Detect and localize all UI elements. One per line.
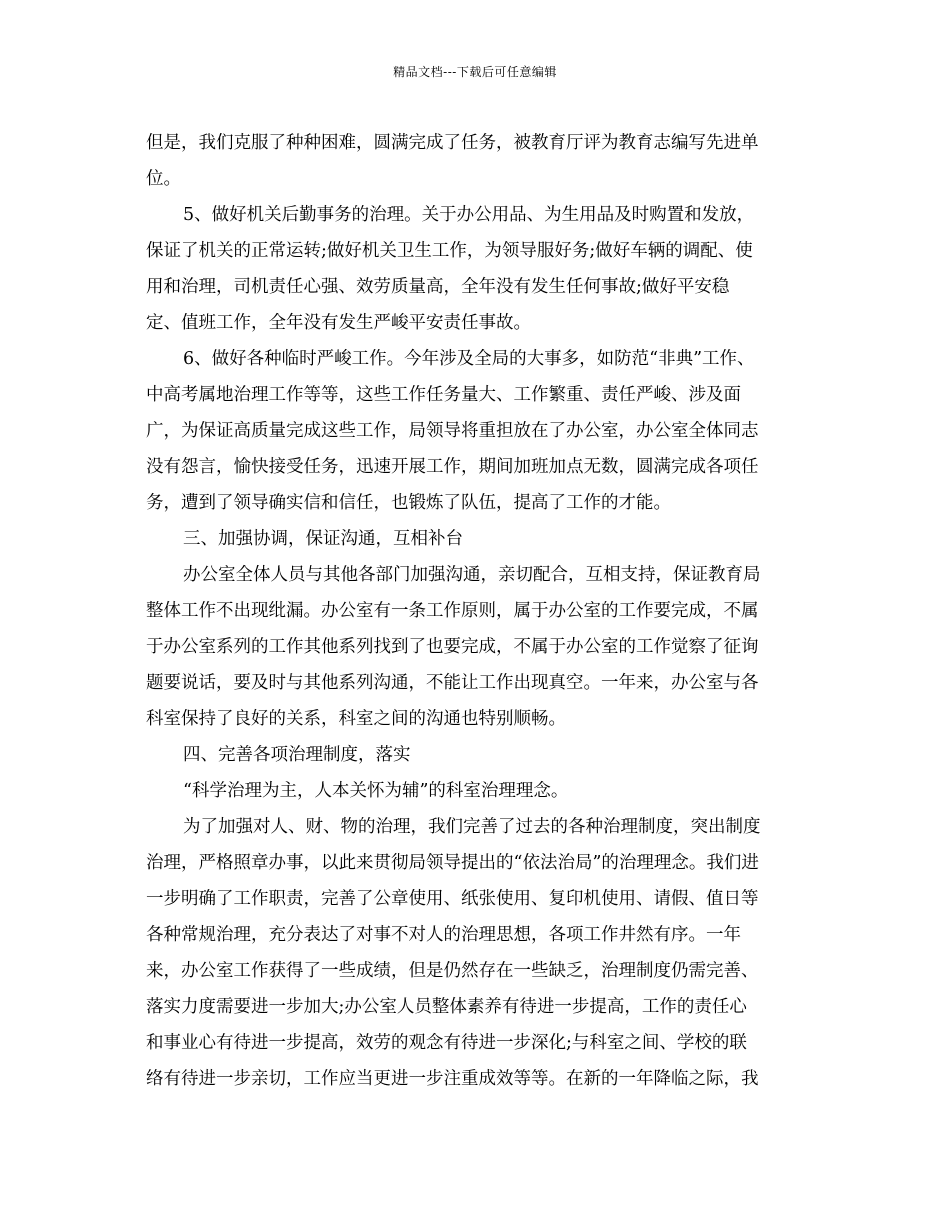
section-heading: 三、加强协调，保证沟通，互相补台 — [183, 529, 463, 549]
page-header: 精品文档---下载后可任意编辑 — [393, 65, 557, 79]
paragraph-line: 没有怨言，愉快接受任务，迅速开展工作，期间加班加点无数，圆满完成各项任 — [146, 457, 759, 477]
paragraph-line: 整体工作不出现纰漏。办公室有一条工作原则，属于办公室的工作要完成，不属 — [146, 601, 759, 621]
paragraph-line: 来，办公室工作获得了一些成绩，但是仍然存在一些缺乏，治理制度仍需完善、 — [146, 961, 759, 981]
paragraph-line: 务，遭到了领导确实信和信任，也锻炼了队伍，提高了工作的才能。 — [146, 493, 671, 513]
section-heading-continuation: “科学治理为主，人本关怀为辅”的科室治理理念。 — [183, 781, 569, 801]
section-heading: 四、完善各项治理制度，落实 — [183, 745, 411, 765]
paragraph-line: 定、值班工作，全年没有发生严峻平安责任事故。 — [146, 313, 531, 333]
paragraph-line: 6、做好各种临时严峻工作。今年涉及全局的大事多，如防范“非典”工作、 — [183, 349, 755, 369]
paragraph-line: 于办公室系列的工作其他系列找到了也要完成，不属于办公室的工作觉察了征询 — [146, 637, 759, 657]
paragraph-line: 和事业心有待进一步提高，效劳的观念有待进一步深化;与科室之间、学校的联 — [146, 1033, 747, 1053]
paragraph-line: 一步明确了工作职责，完善了公章使用、纸张使用、复印机使用、请假、值日等 — [146, 889, 759, 909]
paragraph-line: 中高考属地治理工作等等，这些工作任务量大、工作繁重、责任严峻、涉及面 — [146, 385, 741, 405]
paragraph-line: 位。 — [146, 169, 181, 189]
paragraph-line: 落实力度需要进一步加大;办公室人员整体素养有待进一步提高，工作的责任心 — [146, 997, 747, 1017]
paragraph-line: 治理，严格照章办事，以此来贯彻局领导提出的“依法治局”的治理理念。我们进 — [146, 853, 759, 873]
paragraph-line: 为了加强对人、财、物的治理，我们完善了过去的各种治理制度，突出制度 — [183, 817, 761, 837]
paragraph-line: 5、做好机关后勤事务的治理。关于办公用品、为生用品及时购置和发放， — [183, 205, 755, 225]
paragraph-line: 用和治理，司机责任心强、效劳质量高，全年没有发生任何事故;做好平安稳 — [146, 277, 730, 297]
paragraph-line: 科室保持了良好的关系，科室之间的沟通也特别顺畅。 — [146, 709, 566, 729]
paragraph-line: 办公室全体人员与其他各部门加强沟通，亲切配合，互相支持，保证教育局 — [183, 565, 761, 585]
paragraph-line: 保证了机关的正常运转;做好机关卫生工作，为领导服好务;做好车辆的调配、使 — [146, 241, 753, 261]
paragraph-line: 但是，我们克服了种种困难，圆满完成了任务，被教育厅评为教育志编写先进单 — [146, 133, 759, 153]
paragraph-line: 题要说话，要及时与其他系列沟通，不能让工作出现真空。一年来，办公室与各 — [146, 673, 759, 693]
paragraph-line: 络有待进一步亲切，工作应当更进一步注重成效等等。在新的一年降临之际，我 — [146, 1069, 759, 1089]
paragraph-line: 广，为保证高质量完成这些工作，局领导将重担放在了办公室，办公室全体同志 — [146, 421, 759, 441]
paragraph-line: 各种常规治理，充分表达了对事不对人的治理思想，各项工作井然有序。一年 — [146, 925, 741, 945]
